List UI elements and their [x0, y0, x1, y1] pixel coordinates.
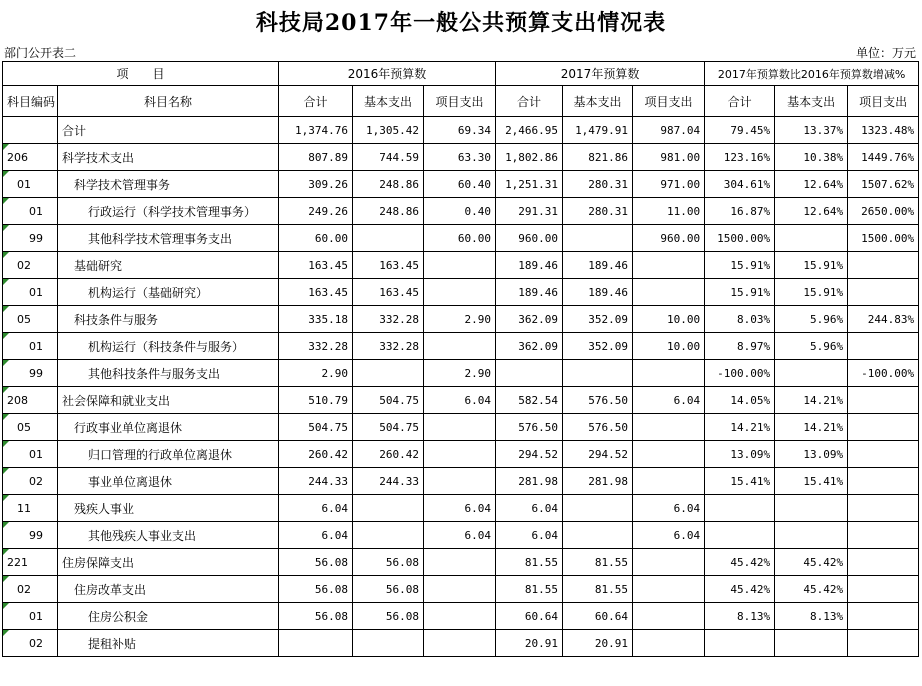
cell-2016-project: 6.04: [424, 387, 496, 414]
cell-2017-project: [633, 441, 705, 468]
cell-2017-total: 291.31: [496, 198, 563, 225]
row-name: 科学技术支出: [58, 144, 279, 171]
cell-2017-basic: 189.46: [563, 279, 633, 306]
row-name: 住房改革支出: [58, 576, 279, 603]
cell-diff-basic: 12.64%: [775, 171, 848, 198]
cell-2016-basic: 163.45: [353, 279, 424, 306]
cell-2017-total: 189.46: [496, 279, 563, 306]
cell-diff-project: [848, 603, 919, 630]
cell-2017-basic: 576.50: [563, 387, 633, 414]
cell-2016-project: [424, 333, 496, 360]
cell-2016-project: [424, 630, 496, 657]
cell-2017-basic: [563, 495, 633, 522]
cell-diff-total: -100.00%: [705, 360, 775, 387]
cell-diff-project: -100.00%: [848, 360, 919, 387]
cell-2017-basic: 576.50: [563, 414, 633, 441]
cell-2016-total: 510.79: [279, 387, 353, 414]
cell-diff-project: [848, 549, 919, 576]
row-code: 01: [3, 441, 58, 468]
cell-2017-project: 981.00: [633, 144, 705, 171]
cell-diff-project: 1449.76%: [848, 144, 919, 171]
cell-diff-total: 14.05%: [705, 387, 775, 414]
table-row: [3, 360, 919, 387]
cell-2016-total: 1,374.76: [279, 117, 353, 144]
cell-2017-project: [633, 360, 705, 387]
table-row: [3, 198, 919, 225]
cell-2016-project: 63.30: [424, 144, 496, 171]
cell-diff-basic: [775, 630, 848, 657]
row-name: 机构运行（科技条件与服务）: [58, 333, 279, 360]
cell-2017-total: 81.55: [496, 549, 563, 576]
cell-diff-basic: [775, 360, 848, 387]
cell-2016-project: 60.40: [424, 171, 496, 198]
header-diff-project: 项目支出: [848, 86, 919, 117]
cell-2016-total: 335.18: [279, 306, 353, 333]
row-code: 206: [3, 144, 58, 171]
cell-2016-project: [424, 279, 496, 306]
cell-2016-basic: [353, 495, 424, 522]
cell-2016-basic: [353, 522, 424, 549]
cell-diff-project: [848, 495, 919, 522]
cell-2016-basic: 332.28: [353, 306, 424, 333]
cell-diff-total: 1500.00%: [705, 225, 775, 252]
cell-diff-basic: 45.42%: [775, 549, 848, 576]
header-2016: 2016年预算数: [279, 62, 496, 86]
cell-2016-basic: 744.59: [353, 144, 424, 171]
cell-diff-basic: [775, 522, 848, 549]
table-row: [3, 630, 919, 657]
cell-diff-project: 1323.48%: [848, 117, 919, 144]
cell-diff-total: 15.91%: [705, 279, 775, 306]
row-name: 住房保障支出: [58, 549, 279, 576]
row-code: 99: [3, 360, 58, 387]
cell-2017-project: [633, 414, 705, 441]
cell-2017-basic: [563, 225, 633, 252]
cell-2016-basic: 1,305.42: [353, 117, 424, 144]
cell-2016-project: 69.34: [424, 117, 496, 144]
cell-diff-total: 123.16%: [705, 144, 775, 171]
cell-2017-project: [633, 549, 705, 576]
row-name: 科技条件与服务: [58, 306, 279, 333]
cell-diff-project: [848, 252, 919, 279]
cell-2016-project: [424, 414, 496, 441]
table-row: [3, 549, 919, 576]
cell-2017-total: 81.55: [496, 576, 563, 603]
cell-2016-total: 249.26: [279, 198, 353, 225]
cell-2017-project: 10.00: [633, 306, 705, 333]
cell-2017-project: 11.00: [633, 198, 705, 225]
cell-2016-project: [424, 603, 496, 630]
cell-2017-project: [633, 252, 705, 279]
cell-2017-basic: 81.55: [563, 576, 633, 603]
table-row: [3, 414, 919, 441]
cell-diff-total: 14.21%: [705, 414, 775, 441]
cell-2017-total: 6.04: [496, 522, 563, 549]
cell-2017-total: 1,802.86: [496, 144, 563, 171]
row-code: 01: [3, 198, 58, 225]
cell-diff-total: 15.41%: [705, 468, 775, 495]
row-code: 01: [3, 333, 58, 360]
cell-2016-total: 56.08: [279, 549, 353, 576]
cell-2017-project: [633, 468, 705, 495]
cell-2017-total: 20.91: [496, 630, 563, 657]
cell-2016-total: 807.89: [279, 144, 353, 171]
table-row: [3, 171, 919, 198]
cell-2017-total: 582.54: [496, 387, 563, 414]
row-code: [3, 117, 58, 144]
cell-2017-project: 960.00: [633, 225, 705, 252]
cell-diff-project: [848, 441, 919, 468]
header-2016-total: 合计: [279, 86, 353, 117]
cell-2016-basic: 248.86: [353, 198, 424, 225]
cell-2016-total: 332.28: [279, 333, 353, 360]
cell-diff-project: [848, 630, 919, 657]
cell-2017-total: 281.98: [496, 468, 563, 495]
cell-2017-basic: 352.09: [563, 333, 633, 360]
budget-table: [2, 61, 919, 657]
header-2016-project: 项目支出: [424, 86, 496, 117]
table-row: [3, 522, 919, 549]
cell-2016-basic: 248.86: [353, 171, 424, 198]
cell-2017-project: 6.04: [633, 495, 705, 522]
header-2017-basic: 基本支出: [563, 86, 633, 117]
cell-2017-total: 362.09: [496, 306, 563, 333]
table-row: [3, 279, 919, 306]
row-name: 合计: [58, 117, 279, 144]
cell-2017-total: 1,251.31: [496, 171, 563, 198]
row-code: 99: [3, 522, 58, 549]
cell-diff-basic: 15.91%: [775, 252, 848, 279]
cell-2016-basic: [353, 225, 424, 252]
cell-2016-project: [424, 252, 496, 279]
cell-diff-basic: 13.37%: [775, 117, 848, 144]
cell-diff-project: [848, 387, 919, 414]
table-row: [3, 468, 919, 495]
cell-diff-total: [705, 630, 775, 657]
cell-2017-basic: 189.46: [563, 252, 633, 279]
header-2017: 2017年预算数: [496, 62, 705, 86]
cell-2016-project: 60.00: [424, 225, 496, 252]
cell-2016-total: 6.04: [279, 495, 353, 522]
table-row: [3, 252, 919, 279]
table-row: [3, 333, 919, 360]
cell-diff-total: 8.97%: [705, 333, 775, 360]
cell-2017-basic: 280.31: [563, 171, 633, 198]
row-code: 221: [3, 549, 58, 576]
cell-2017-project: 987.04: [633, 117, 705, 144]
cell-2016-basic: [353, 630, 424, 657]
cell-2017-project: 971.00: [633, 171, 705, 198]
table-row: [3, 603, 919, 630]
cell-2017-basic: 821.86: [563, 144, 633, 171]
row-code: 02: [3, 468, 58, 495]
row-name: 机构运行（基础研究）: [58, 279, 279, 306]
cell-2016-total: 56.08: [279, 603, 353, 630]
cell-2017-total: [496, 360, 563, 387]
cell-2016-project: 2.90: [424, 360, 496, 387]
cell-2017-basic: 20.91: [563, 630, 633, 657]
row-code: 02: [3, 252, 58, 279]
cell-diff-total: 15.91%: [705, 252, 775, 279]
row-name: 行政运行（科学技术管理事务）: [58, 198, 279, 225]
cell-2017-project: 10.00: [633, 333, 705, 360]
cell-2016-total: 60.00: [279, 225, 353, 252]
cell-2016-project: 6.04: [424, 495, 496, 522]
cell-2017-total: 60.64: [496, 603, 563, 630]
form-label: 部门公开表二: [4, 46, 77, 60]
cell-2016-basic: [353, 360, 424, 387]
cell-2016-total: 56.08: [279, 576, 353, 603]
cell-2016-total: 163.45: [279, 279, 353, 306]
table-row: [3, 441, 919, 468]
cell-diff-project: [848, 522, 919, 549]
header-name: 科目名称: [58, 86, 279, 117]
row-name: 残疾人事业: [58, 495, 279, 522]
cell-diff-total: 8.13%: [705, 603, 775, 630]
cell-2017-total: 960.00: [496, 225, 563, 252]
table-row: [3, 117, 919, 144]
row-name: 事业单位离退休: [58, 468, 279, 495]
cell-diff-total: 79.45%: [705, 117, 775, 144]
header-diff-basic: 基本支出: [775, 86, 848, 117]
table-body: [3, 117, 919, 657]
cell-2016-basic: 260.42: [353, 441, 424, 468]
cell-2017-project: [633, 279, 705, 306]
table-row: [3, 225, 919, 252]
table-row: [3, 306, 919, 333]
cell-diff-total: 16.87%: [705, 198, 775, 225]
cell-2016-basic: 56.08: [353, 576, 424, 603]
row-code: 99: [3, 225, 58, 252]
cell-2016-total: 163.45: [279, 252, 353, 279]
cell-2017-project: [633, 603, 705, 630]
cell-2016-project: [424, 576, 496, 603]
row-code: 02: [3, 630, 58, 657]
row-name: 基础研究: [58, 252, 279, 279]
cell-2016-total: 2.90: [279, 360, 353, 387]
cell-diff-project: 2650.00%: [848, 198, 919, 225]
header-diff-total: 合计: [705, 86, 775, 117]
cell-diff-basic: 8.13%: [775, 603, 848, 630]
cell-diff-basic: 12.64%: [775, 198, 848, 225]
cell-2016-project: [424, 468, 496, 495]
cell-2017-basic: 280.31: [563, 198, 633, 225]
cell-2017-project: [633, 576, 705, 603]
cell-2017-total: 6.04: [496, 495, 563, 522]
cell-2017-basic: 60.64: [563, 603, 633, 630]
row-name: 社会保障和就业支出: [58, 387, 279, 414]
row-name: 科学技术管理事务: [58, 171, 279, 198]
cell-2017-basic: [563, 522, 633, 549]
unit-label: 单位：万元: [855, 46, 916, 60]
cell-diff-basic: 14.21%: [775, 387, 848, 414]
cell-2017-total: 576.50: [496, 414, 563, 441]
cell-2016-project: 6.04: [424, 522, 496, 549]
cell-2016-total: 244.33: [279, 468, 353, 495]
row-name: 提租补贴: [58, 630, 279, 657]
row-name: 其他科学技术管理事务支出: [58, 225, 279, 252]
cell-diff-project: [848, 279, 919, 306]
header-row-groups: [3, 62, 919, 86]
cell-2016-basic: 244.33: [353, 468, 424, 495]
row-code: 01: [3, 279, 58, 306]
cell-diff-project: [848, 576, 919, 603]
cell-diff-total: 13.09%: [705, 441, 775, 468]
cell-2016-total: 309.26: [279, 171, 353, 198]
cell-2017-basic: 294.52: [563, 441, 633, 468]
table-row: [3, 144, 919, 171]
cell-diff-project: [848, 468, 919, 495]
cell-2017-basic: 1,479.91: [563, 117, 633, 144]
header-item: 项 目: [3, 62, 279, 86]
row-name: 住房公积金: [58, 603, 279, 630]
cell-diff-basic: 5.96%: [775, 306, 848, 333]
table-row: [3, 495, 919, 522]
header-code: 科目编码: [3, 86, 58, 117]
cell-diff-basic: 45.42%: [775, 576, 848, 603]
cell-2016-project: 0.40: [424, 198, 496, 225]
cell-2016-total: 260.42: [279, 441, 353, 468]
row-code: 05: [3, 306, 58, 333]
cell-2016-project: [424, 549, 496, 576]
row-name: 归口管理的行政单位离退休: [58, 441, 279, 468]
cell-diff-project: [848, 414, 919, 441]
cell-2016-total: 6.04: [279, 522, 353, 549]
cell-2017-basic: 81.55: [563, 549, 633, 576]
cell-diff-total: 45.42%: [705, 549, 775, 576]
cell-2016-basic: 56.08: [353, 603, 424, 630]
header-row-columns: [3, 86, 919, 117]
cell-diff-basic: 10.38%: [775, 144, 848, 171]
cell-2016-basic: 332.28: [353, 333, 424, 360]
cell-2017-project: 6.04: [633, 387, 705, 414]
cell-diff-total: 45.42%: [705, 576, 775, 603]
cell-diff-basic: 14.21%: [775, 414, 848, 441]
cell-2017-basic: [563, 360, 633, 387]
cell-diff-project: 1500.00%: [848, 225, 919, 252]
cell-2017-basic: 281.98: [563, 468, 633, 495]
row-code: 01: [3, 603, 58, 630]
cell-2017-total: 362.09: [496, 333, 563, 360]
row-name: 其他科技条件与服务支出: [58, 360, 279, 387]
cell-2016-basic: 504.75: [353, 387, 424, 414]
cell-2017-total: 2,466.95: [496, 117, 563, 144]
row-code: 01: [3, 171, 58, 198]
row-code: 02: [3, 576, 58, 603]
cell-diff-project: 1507.62%: [848, 171, 919, 198]
cell-diff-total: [705, 495, 775, 522]
row-code: 05: [3, 414, 58, 441]
cell-diff-project: [848, 333, 919, 360]
page-title: 科技局2017年一般公共预算支出情况表: [255, 10, 667, 36]
row-name: 行政事业单位离退休: [58, 414, 279, 441]
cell-diff-basic: [775, 495, 848, 522]
row-code: 11: [3, 495, 58, 522]
cell-diff-total: 8.03%: [705, 306, 775, 333]
header-2016-basic: 基本支出: [353, 86, 424, 117]
header-2017-total: 合计: [496, 86, 563, 117]
header-diff: 2017年预算数比2016年预算数增减%: [705, 62, 919, 86]
cell-2017-basic: 352.09: [563, 306, 633, 333]
cell-diff-total: [705, 522, 775, 549]
table-row: [3, 387, 919, 414]
row-name: 其他残疾人事业支出: [58, 522, 279, 549]
cell-2016-project: 2.90: [424, 306, 496, 333]
cell-diff-basic: [775, 225, 848, 252]
cell-2016-basic: 163.45: [353, 252, 424, 279]
cell-diff-project: 244.83%: [848, 306, 919, 333]
cell-diff-basic: 5.96%: [775, 333, 848, 360]
row-code: 208: [3, 387, 58, 414]
cell-2017-project: [633, 630, 705, 657]
cell-2016-basic: 56.08: [353, 549, 424, 576]
cell-diff-basic: 13.09%: [775, 441, 848, 468]
cell-diff-basic: 15.41%: [775, 468, 848, 495]
cell-2016-project: [424, 441, 496, 468]
cell-2016-basic: 504.75: [353, 414, 424, 441]
cell-2016-total: 504.75: [279, 414, 353, 441]
header-2017-project: 项目支出: [633, 86, 705, 117]
cell-2017-project: 6.04: [633, 522, 705, 549]
table-row: [3, 576, 919, 603]
cell-2017-total: 294.52: [496, 441, 563, 468]
cell-diff-basic: 15.91%: [775, 279, 848, 306]
cell-2016-total: [279, 630, 353, 657]
cell-2017-total: 189.46: [496, 252, 563, 279]
cell-diff-total: 304.61%: [705, 171, 775, 198]
